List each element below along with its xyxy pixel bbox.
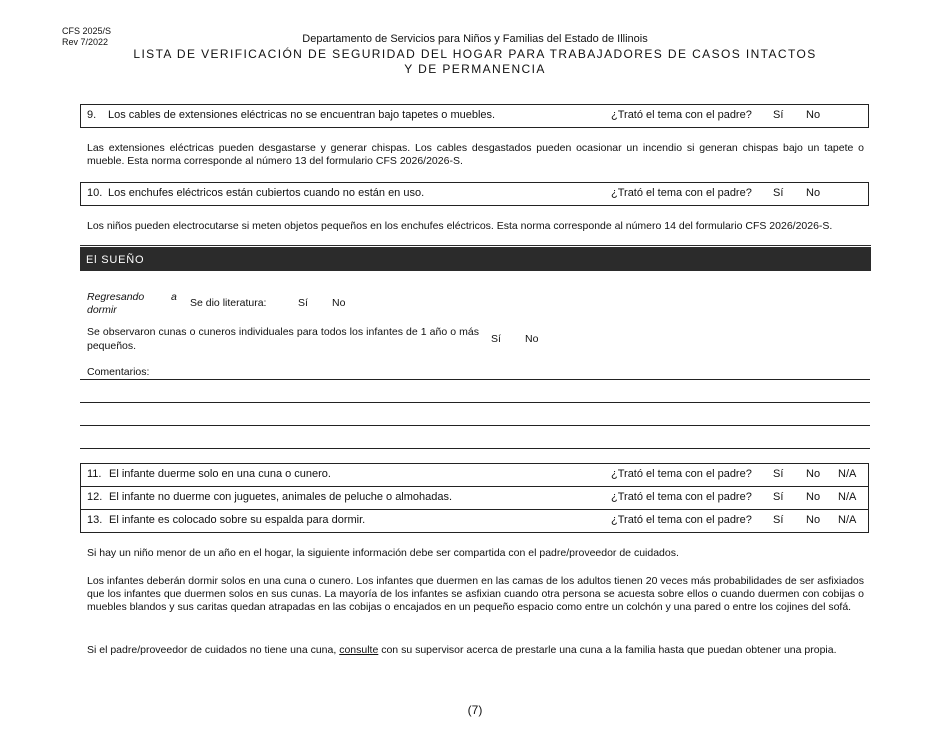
item-number: 13. [87,514,103,526]
item-number: 10. [87,187,103,199]
comment-line-3[interactable] [80,425,870,426]
infant-sleep-guidance: Los infantes deberán dormir solos en una cuna o cunero. Los infantes que duermen en las camas de los adultos tienen 20 veces más probabilidades de ser asfixiados que los infantes que duermen solos en sus cunas. La mayoría de los infantes se asfixian cuando otra persona se acuesta sobre ellos o cuando duermen con cobijas o muebles blandos y sus caritas quedan atrapadas en las cobijas o encajados en un pequeño espacio como entre un colchón y una pared o entre los cojines del sofá. [87,575,864,613]
checklist-row-10 [81,183,868,205]
checklist-row-9 [81,105,868,127]
yes-option[interactable]: Sí [773,468,784,480]
form-number: CFS 2025/S [62,26,112,36]
crib-loan-text-after: con su supervisor acerca de prestarle una cuna a la familia hasta que puedan obtener una propia. [381,644,837,656]
comment-line-2[interactable] [80,402,870,403]
item-text: El infante duerme solo en una cuna o cunero. [109,468,331,480]
discussed-question: ¿Trató el tema con el padre? [611,109,752,121]
checklist-row-11 [81,464,868,486]
cribs-observed-label: Se observaron cunas o cuneros individuales para todos los infantes de 1 año o más pequeños. [87,326,479,352]
cribs-yes-option[interactable]: Sí [491,333,501,345]
comment-line-1[interactable] [80,379,870,380]
discussed-question: ¿Trató el tema con el padre? [611,514,752,526]
no-option[interactable]: No [806,514,821,526]
item-number: 9. [87,109,97,121]
consult-link[interactable]: consulte [339,644,379,656]
literature-label: Se dio literatura: [190,297,267,309]
yes-option[interactable]: Sí [773,491,784,503]
item-text: Los cables de extensiones eléctricas no se encuentran bajo tapetes o muebles. [108,109,496,121]
cribs-no-option[interactable]: No [525,333,539,345]
form-revision: Rev 7/2022 [62,37,109,47]
infant-info-intro: Si hay un niño menor de un año en el hogar, la siguiente información debe ser compartida con el padre/proveedor de cuidados. [87,547,679,559]
back-to-sleep-line-1: Regresando [87,291,145,303]
sleep-items-box [80,463,869,533]
item-9-note: Las extensiones eléctricas pueden desgastarse y generar chispas. Los cables desgastados pueden ocasionar un incendio si generan chispas bajo un tapete o mueble. Esta norma corresponde al número 13 del formulario CFS 2026/2026-S. [87,142,864,167]
department-name: Departamento de Servicios para Niños y Familias del Estado de Illinois [302,33,648,45]
discussed-question: ¿Trató el tema con el padre? [611,491,752,503]
back-to-sleep-label [87,291,144,317]
discussed-question: ¿Trató el tema con el padre? [611,187,752,199]
no-option[interactable]: No [806,468,821,480]
item-number: 12. [87,491,103,503]
item-text: Los enchufes eléctricos están cubiertos cuando no están en uso. [108,187,425,199]
literature-no-option[interactable]: No [332,297,346,309]
checklist-row-12 [81,486,868,509]
title-line-1: LISTA DE VERIFICACIÓN DE SEGURIDAD DEL HOGAR PARA TRABAJADORES DE CASOS INTACTOS [133,47,817,61]
checklist-row-13 [81,509,868,532]
literature-yes-option[interactable]: Sí [298,297,308,309]
title-line-2: Y DE PERMANENCIA [404,62,546,76]
no-option[interactable]: No [806,491,821,503]
item-number: 11. [87,468,102,480]
back-to-sleep-a: a [171,291,177,303]
item-10-box [80,182,869,206]
page-number: (7) [467,703,483,717]
back-to-sleep-line-2: dormir [87,304,117,316]
comment-line-4[interactable] [80,448,870,449]
item-text: El infante no duerme con juguetes, animales de peluche o almohadas. [109,491,453,503]
yes-option[interactable]: Sí [773,514,784,526]
comments-label: Comentarios: [87,366,150,378]
discussed-question: ¿Trató el tema con el padre? [611,468,752,480]
section-title: El SUEÑO [86,254,145,266]
yes-option[interactable]: Sí [773,187,784,199]
item-10-note: Los niños pueden electrocutarse si meten objetos pequeños en los enchufes eléctricos. Esta norma corresponde al número 14 del formulario CFS 2026/2026-S. [87,220,833,232]
yes-option[interactable]: Sí [773,109,784,121]
crib-loan-text-before: Si el padre/proveedor de cuidados no tiene una cuna, [87,644,337,656]
no-option[interactable]: No [806,187,821,199]
na-option[interactable]: N/A [838,468,857,480]
na-option[interactable]: N/A [838,514,857,526]
section-header-sleep [80,247,871,271]
item-text: El infante es colocado sobre su espalda para dormir. [109,514,366,526]
crib-loan-note [87,644,864,657]
no-option[interactable]: No [806,109,821,121]
na-option[interactable]: N/A [838,491,857,503]
item-9-box [80,104,869,128]
page-title [0,47,950,77]
